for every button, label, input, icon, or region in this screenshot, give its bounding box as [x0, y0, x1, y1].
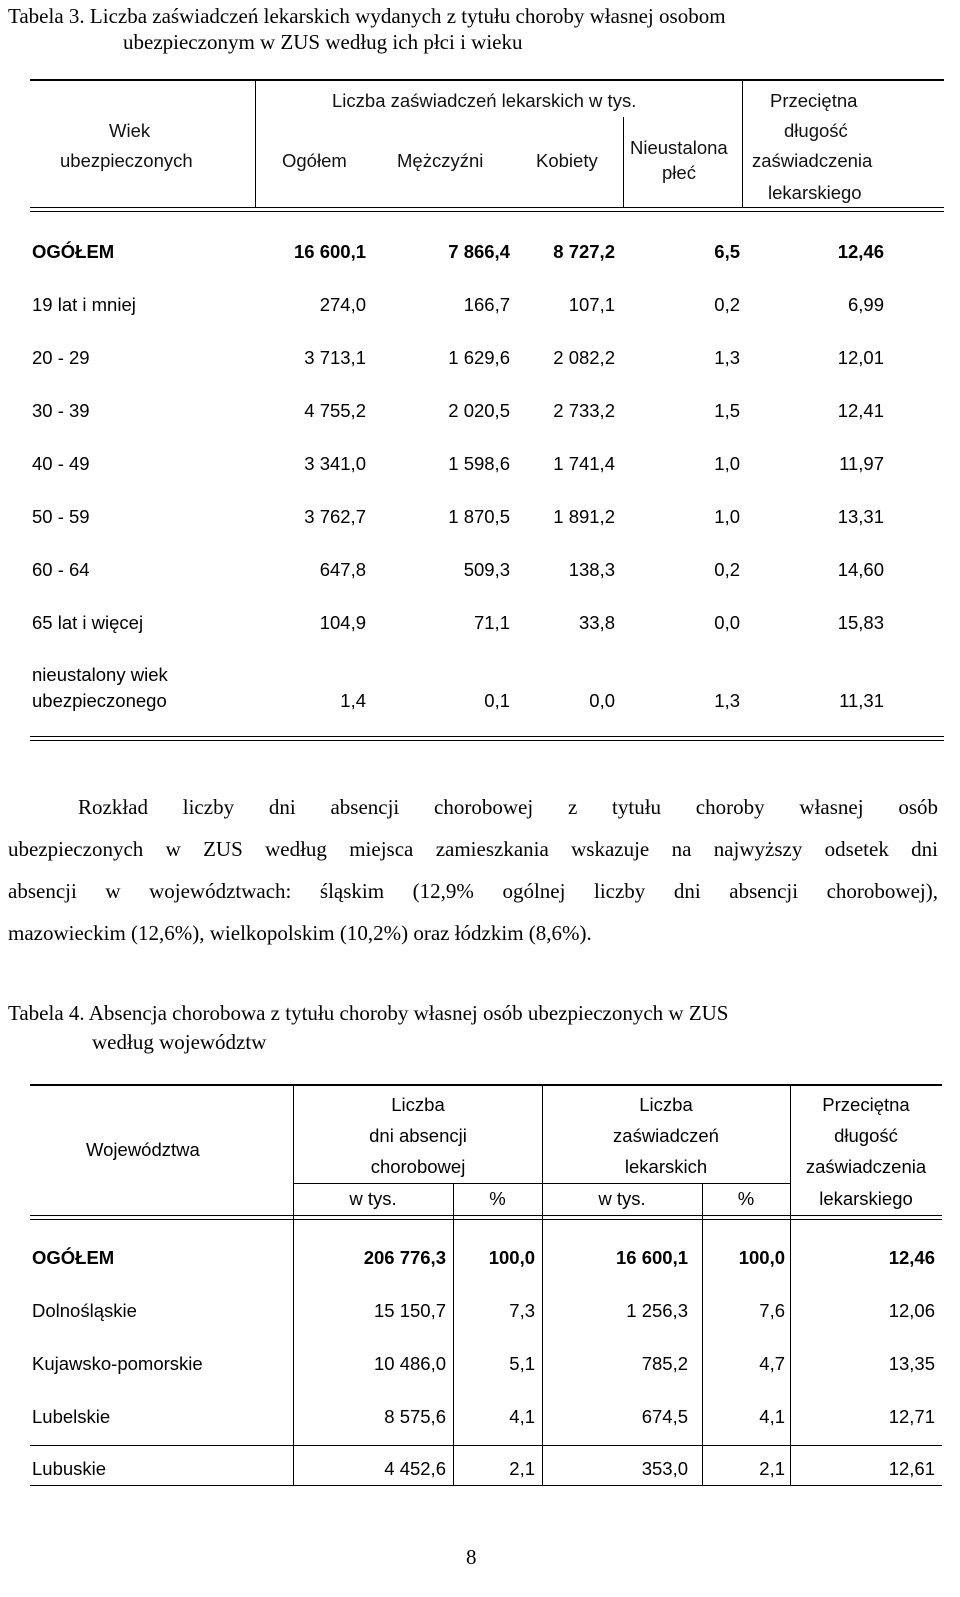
header-cert-line3: lekarskich [624, 1156, 708, 1177]
cell-cert: 16 600,1 [615, 1247, 688, 1268]
cell-avg: 12,06 [888, 1300, 935, 1321]
header-days-line3: chorobowej [370, 1156, 466, 1177]
header-avg-line3: zaświadczenia [805, 1156, 927, 1177]
header-total: Ogółem [282, 150, 347, 171]
table3-vline-2 [742, 80, 743, 208]
table3-bottom-rule-2 [30, 740, 944, 741]
cell-days: 15 150,7 [373, 1300, 446, 1321]
paragraph-line: ubezpieczonych w ZUS według miejsca zamieszkania wskazuje na najwyższy odsetek dni [8, 837, 938, 861]
row-label: Kujawsko-pomorskie [32, 1353, 203, 1374]
row-label: 19 lat i mniej [32, 294, 136, 315]
table4-bottom-rule [30, 1445, 942, 1446]
header-age-line1: Wiek [109, 120, 151, 141]
row-label: 50 - 59 [32, 506, 90, 527]
cell-cert: 1 256,3 [626, 1300, 688, 1321]
cell-women: 8 727,2 [553, 241, 615, 262]
cell-total: 104,9 [319, 612, 366, 633]
header-days-line2: dni absencji [369, 1125, 467, 1146]
table4-title-line2: według województw [92, 1030, 267, 1054]
header-avg-line4: lekarskiego [819, 1188, 913, 1209]
cell-unknown: 1,3 [714, 690, 740, 711]
cell-men: 1 629,6 [448, 347, 510, 368]
header-avg-line3: zaświadczenia [752, 150, 873, 171]
table4-vline [542, 1446, 543, 1486]
header-avg-line1: Przeciętna [822, 1094, 910, 1115]
cell-men: 509,3 [463, 559, 510, 580]
cell-cert-pct: 4,7 [759, 1353, 785, 1374]
table4-vline [790, 1446, 791, 1486]
cell-unknown: 0,2 [714, 559, 740, 580]
cell-days-pct: 100,0 [488, 1247, 535, 1268]
header-unknown-line2: płeć [662, 162, 696, 183]
table4-top-rule [30, 1084, 942, 1086]
cell-cert-pct: 7,6 [759, 1300, 785, 1321]
cell-avg: 13,31 [837, 506, 884, 527]
cell-avg: 11,97 [839, 453, 884, 474]
cell-days-pct: 5,1 [509, 1353, 535, 1374]
cell-unknown: 1,3 [714, 347, 740, 368]
table3-header-bottom-rule-2 [30, 211, 944, 212]
table4-vline [542, 1220, 543, 1446]
cell-total: 3 762,7 [304, 506, 366, 527]
paragraph-line: mazowieckim (12,6%), wielkopolskim (10,2%) oraz łódzkim (8,6%). [8, 921, 592, 945]
cell-women: 2 733,2 [553, 400, 615, 421]
header-avg-line4: lekarskiego [768, 182, 862, 203]
cell-total: 3 713,1 [304, 347, 366, 368]
cell-women: 1 891,2 [553, 506, 615, 527]
header-women: Kobiety [536, 150, 598, 171]
table4-title-line1: Tabela 4. Absencja chorobowa z tytułu choroby własnej osób ubezpieczonych w ZUS [8, 1001, 729, 1025]
cell-total: 647,8 [319, 559, 366, 580]
cell-unknown: 0,2 [714, 294, 740, 315]
cell-avg: 11,31 [839, 690, 884, 711]
cell-days-pct: 2,1 [509, 1458, 535, 1479]
row-label: 20 - 29 [32, 347, 90, 368]
header-avg-line1: Przeciętna [770, 90, 858, 111]
table3-title-line1: Tabela 3. Liczba zaświadczeń lekarskich wydanych z tytułu choroby własnej osobom [8, 4, 726, 28]
row-label: 60 - 64 [32, 559, 90, 580]
cell-avg: 6,99 [847, 294, 884, 315]
header-group-count: Liczba zaświadczeń lekarskich w tys. [332, 90, 637, 111]
cell-days-pct: 4,1 [509, 1406, 535, 1427]
paragraph-line: absencji w województwach: śląskim (12,9% ogólnej liczby dni absencji chorobowej), [8, 879, 938, 903]
table4-vline [702, 1446, 703, 1486]
row-label: 30 - 39 [32, 400, 90, 421]
body-paragraph [8, 786, 938, 954]
cell-avg: 12,61 [888, 1458, 935, 1479]
header-unit-percent: % [489, 1188, 506, 1209]
cell-unknown: 0,0 [714, 612, 740, 633]
table4-final-rule [30, 1485, 942, 1486]
cell-avg: 13,35 [888, 1353, 935, 1374]
header-cert-line1: Liczba [639, 1094, 693, 1115]
cell-cert: 785,2 [641, 1353, 688, 1374]
row-label: Lubelskie [32, 1406, 111, 1427]
row-label: 40 - 49 [32, 453, 90, 474]
row-label-line2: ubezpieczonego [32, 690, 167, 711]
cell-women: 138,3 [568, 559, 615, 580]
cell-avg: 15,83 [837, 612, 884, 633]
cell-women: 2 082,2 [553, 347, 615, 368]
cell-women: 33,8 [578, 612, 615, 633]
cell-cert-pct: 100,0 [738, 1247, 785, 1268]
cell-total: 274,0 [319, 294, 366, 315]
cell-cert-pct: 4,1 [759, 1406, 785, 1427]
row-label: OGÓŁEM [32, 241, 115, 262]
header-men: Mężczyźni [397, 150, 484, 171]
header-age-line2: ubezpieczonych [60, 150, 193, 171]
row-label: 65 lat i więcej [32, 612, 144, 633]
cell-total: 4 755,2 [304, 400, 366, 421]
cell-unknown: 6,5 [714, 241, 740, 262]
table4-vline [293, 1220, 294, 1446]
cell-cert: 353,0 [641, 1458, 688, 1479]
paragraph-line: Rozkład liczby dni absencji chorobowej z tytułu choroby własnej osób [78, 795, 938, 819]
cell-unknown: 1,0 [714, 453, 740, 474]
cell-avg: 14,60 [837, 559, 884, 580]
cell-avg: 12,46 [837, 241, 884, 262]
header-days-line1: Liczba [391, 1094, 445, 1115]
cell-cert: 674,5 [641, 1406, 688, 1427]
cell-women: 107,1 [568, 294, 615, 315]
table4-vline [702, 1220, 703, 1446]
header-unit-thousands: w tys. [349, 1188, 397, 1209]
cell-men: 2 020,5 [448, 400, 510, 421]
cell-avg: 12,01 [837, 347, 884, 368]
header-unknown-line1: Nieustalona [630, 137, 728, 158]
cell-women: 1 741,4 [553, 453, 615, 474]
cell-days: 206 776,3 [363, 1247, 446, 1268]
cell-days-pct: 7,3 [509, 1300, 535, 1321]
cell-total: 3 341,0 [304, 453, 366, 474]
page-number: 8 [466, 1545, 477, 1569]
row-label: Dolnośląskie [32, 1300, 137, 1321]
header-avg-line2: długość [784, 120, 848, 141]
header-unit-thousands: w tys. [598, 1188, 646, 1209]
cell-avg: 12,41 [837, 400, 884, 421]
header-cert-line2: zaświadczeń [613, 1125, 719, 1146]
cell-men: 1 598,6 [448, 453, 510, 474]
cell-days: 8 575,6 [384, 1406, 446, 1427]
table4-header-bottom-rule-1 [30, 1215, 942, 1216]
row-label-line1: nieustalony wiek [32, 664, 168, 685]
cell-men: 1 870,5 [448, 506, 510, 527]
cell-unknown: 1,5 [714, 400, 740, 421]
cell-avg: 12,46 [888, 1247, 935, 1268]
cell-unknown: 1,0 [714, 506, 740, 527]
cell-avg: 12,71 [888, 1406, 935, 1427]
row-label: OGÓŁEM [32, 1247, 115, 1268]
header-region: Województwa [86, 1139, 200, 1160]
table4-header-bottom-rule-2 [30, 1219, 942, 1220]
table3-vline-3 [623, 117, 624, 208]
cell-men: 0,1 [484, 690, 510, 711]
cell-total: 1,4 [340, 690, 366, 711]
table3-top-rule [30, 79, 944, 81]
cell-women: 0,0 [589, 690, 615, 711]
cell-cert-pct: 2,1 [759, 1458, 785, 1479]
cell-men: 7 866,4 [448, 241, 510, 262]
cell-men: 166,7 [463, 294, 510, 315]
table3-header-bottom-rule-1 [30, 207, 944, 208]
cell-days: 4 452,6 [384, 1458, 446, 1479]
table4-vline [453, 1446, 454, 1486]
table4-vline [293, 1446, 294, 1486]
table3-title-line2: ubezpieczonym w ZUS według ich płci i wieku [123, 30, 523, 54]
row-label: Lubuskie [32, 1458, 107, 1479]
table3-vline-1 [255, 80, 256, 208]
cell-total: 16 600,1 [293, 241, 366, 262]
table3-bottom-rule-1 [30, 736, 944, 737]
header-avg-line2: długość [834, 1125, 898, 1146]
header-unit-percent: % [737, 1188, 755, 1209]
table4-vline [790, 1220, 791, 1446]
cell-days: 10 486,0 [373, 1353, 446, 1374]
cell-men: 71,1 [473, 612, 510, 633]
table4-vline [453, 1220, 454, 1446]
